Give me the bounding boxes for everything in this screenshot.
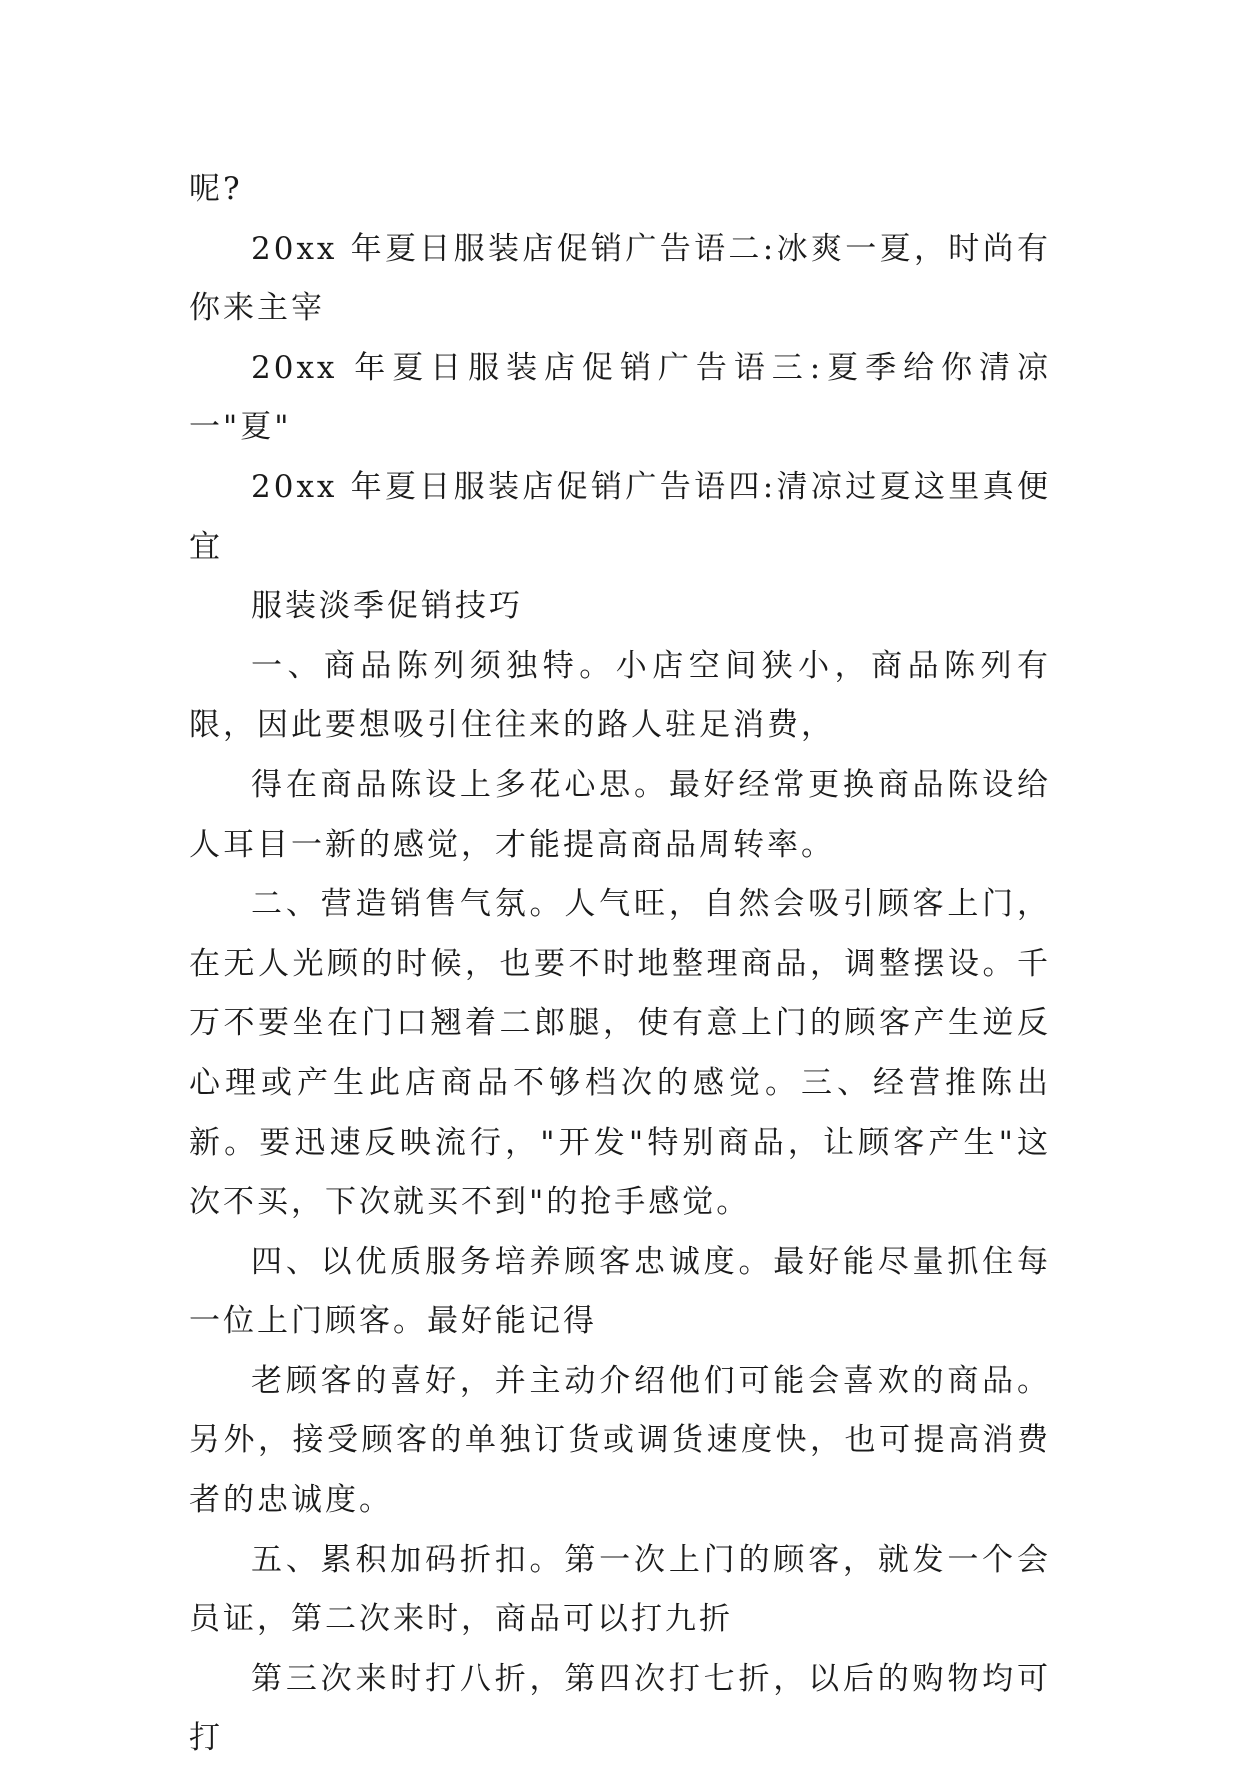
slogan-two: 20xx 年夏日服装店促销广告语二:冰爽一夏，时尚有你来主宰 [189,230,1051,327]
slogan-three: 20xx 年夏日服装店促销广告语三:夏季给你清凉一"夏" [189,349,1051,446]
tip-one-continued: 得在商品陈设上多花心思。最好经常更换商品陈设给人耳目一新的感觉，才能提高商品周转率。 [189,766,1051,863]
tip-two-three: 二、营造销售气氛。人气旺，自然会吸引顾客上门，在无人光顾的时候，也要不时地整理商品，调整摆设。千万不要坐在门口翘着二郎腿，使有意上门的顾客产生逆反心理或产生此店商品不够档次的感觉。三、经营推陈出新。要迅速反映流行，"开发"特别商品，让顾客产生"这次不买，下次就买不到"的抢手感觉。 [189,886,1051,1221]
tip-five: 五、累积加码折扣。第一次上门的顾客，就发一个会员证，第二次来时，商品可以打九折 [189,1541,1051,1638]
tip-five-continued: 第三次来时打八折，第四次打七折，以后的购物均可打 [189,1660,1051,1757]
section-heading: 服装淡季促销技巧 [251,588,523,625]
tip-four: 四、以优质服务培养顾客忠诚度。最好能尽量抓住每一位上门顾客。最好能记得 [189,1243,1051,1340]
document-body [189,160,1051,1769]
tip-one: 一、商品陈列须独特。小店空间狭小，商品陈列有限，因此要想吸引住往来的路人驻足消费， [189,647,1051,744]
tip-four-continued: 老顾客的喜好，并主动介绍他们可能会喜欢的商品。另外，接受顾客的单独订货或调货速度快，也可提高消费者的忠诚度。 [189,1362,1051,1519]
slogan-four: 20xx 年夏日服装店促销广告语四:清凉过夏这里真便宜 [189,468,1051,565]
paragraph-continuation: 呢? [189,171,243,207]
